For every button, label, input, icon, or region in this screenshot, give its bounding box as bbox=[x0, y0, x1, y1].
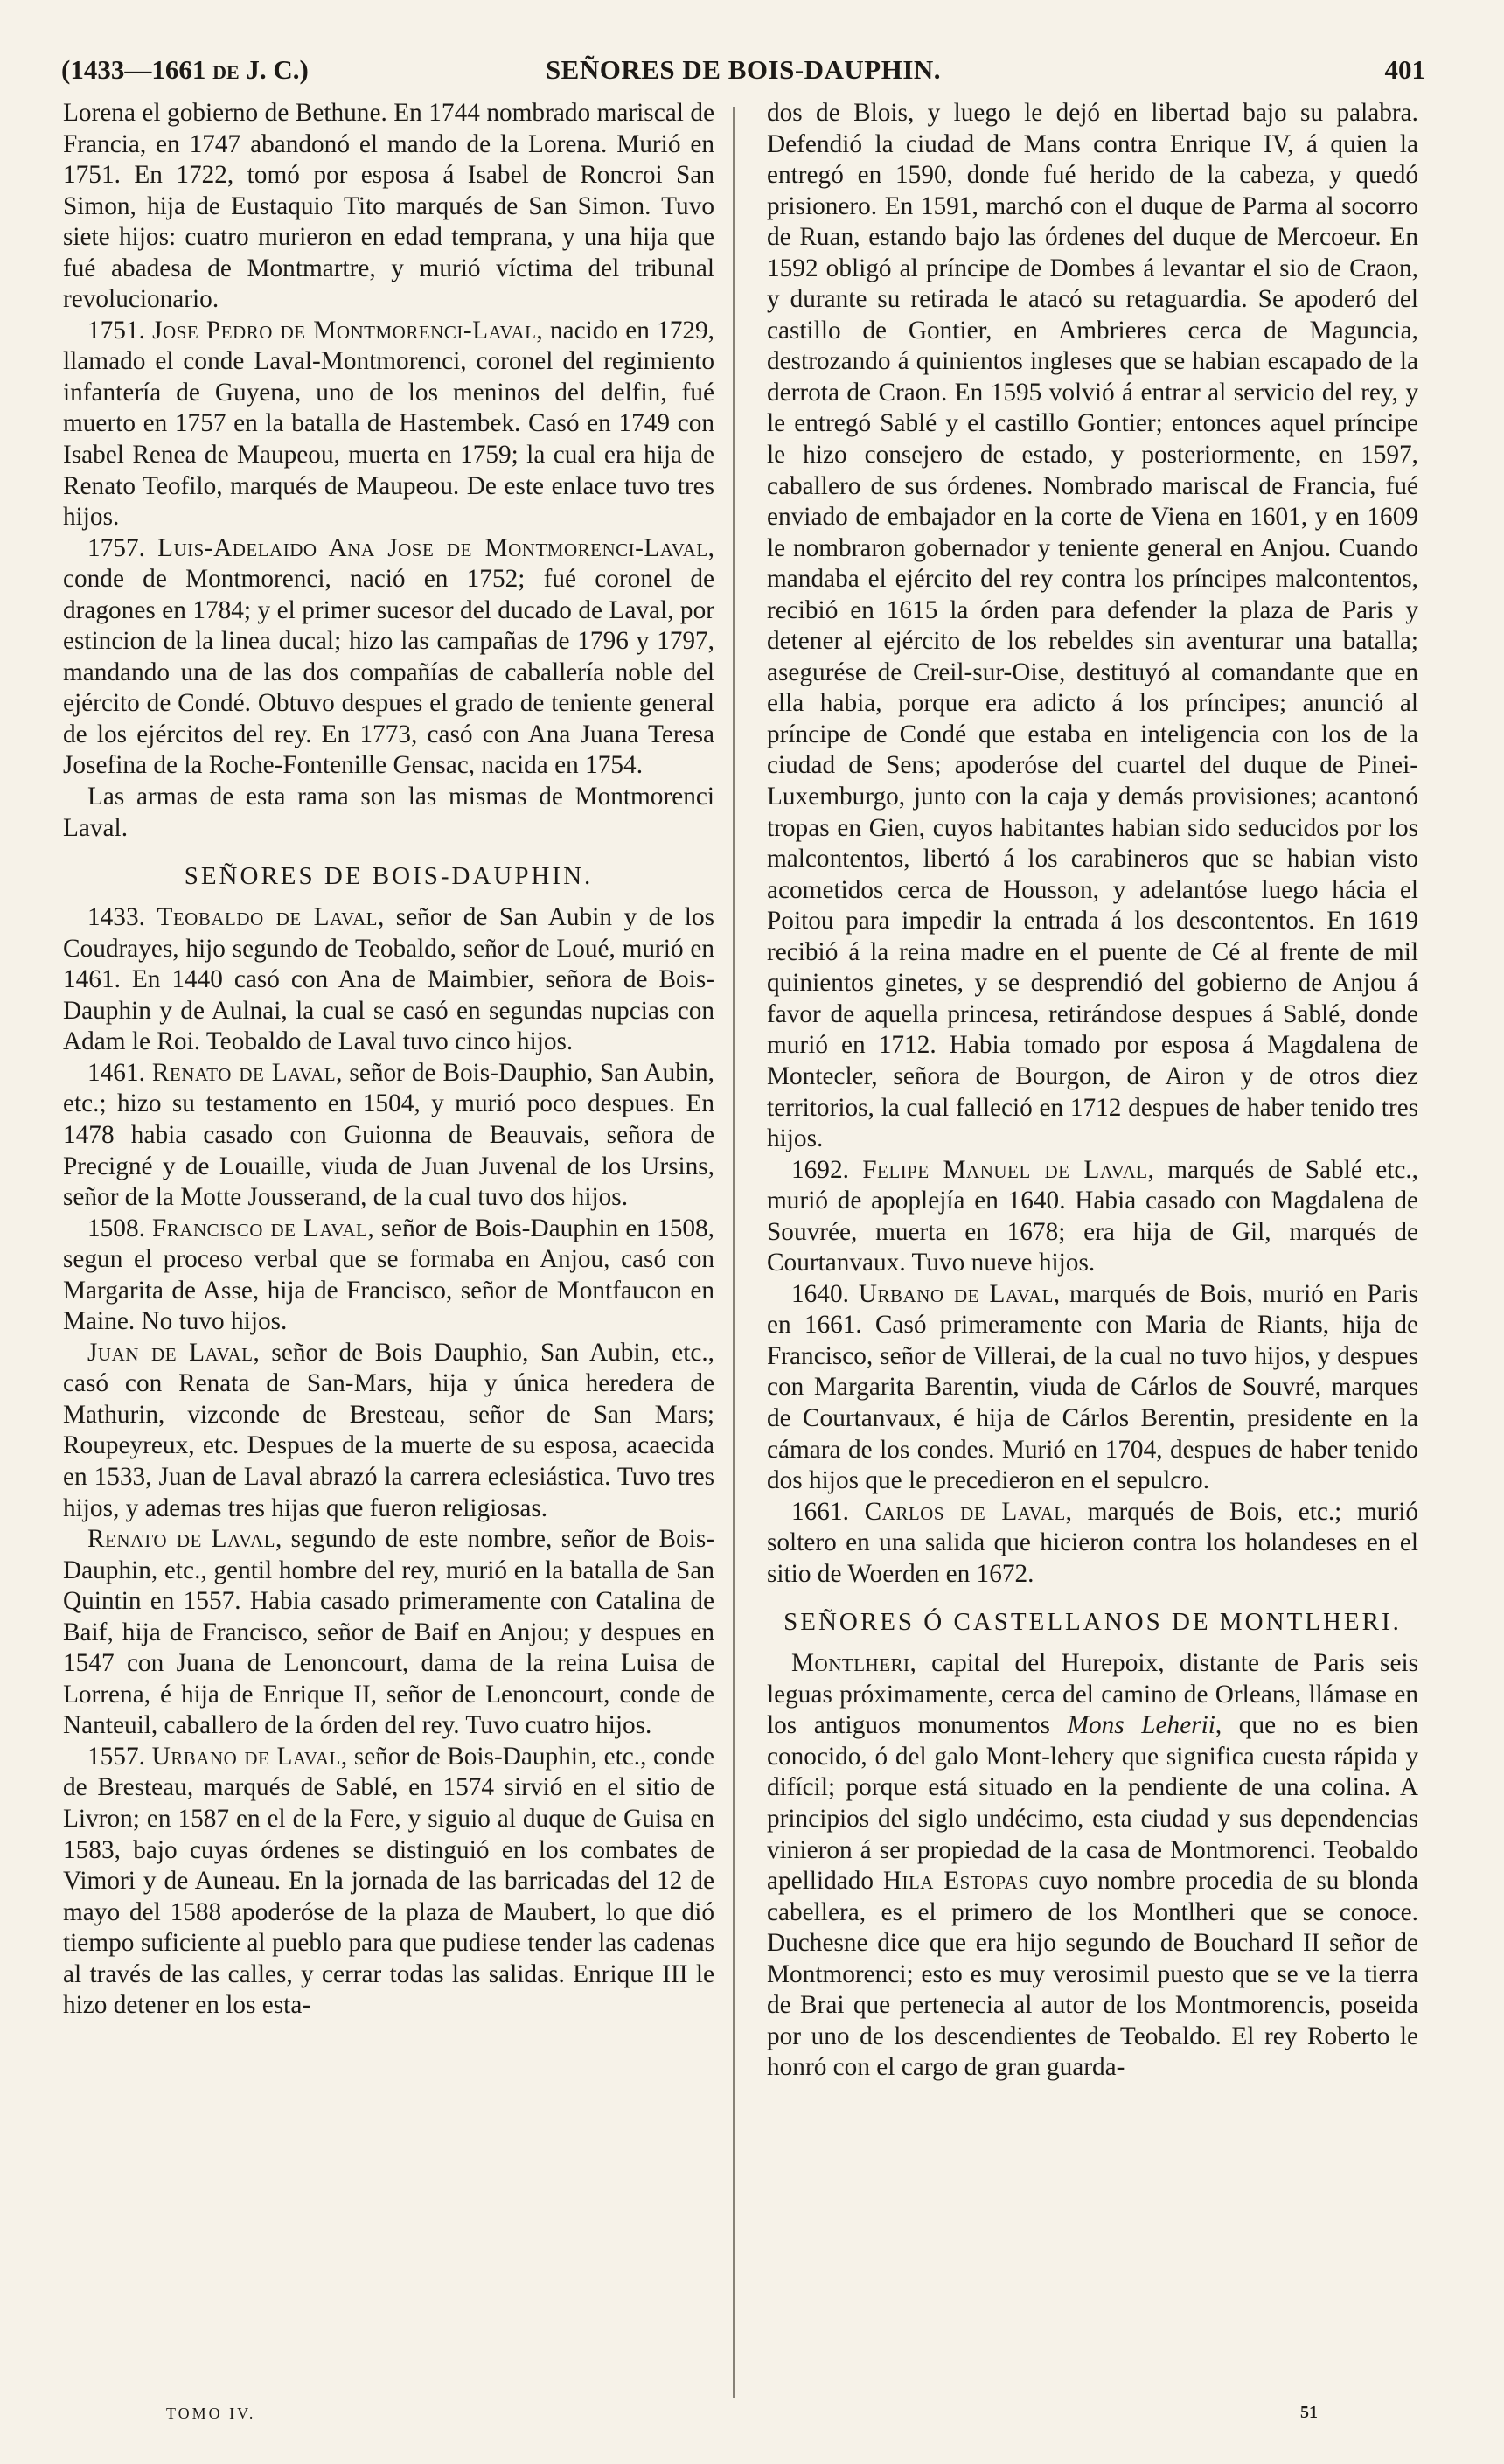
entry-name: Felipe Manuel de Laval bbox=[862, 1155, 1148, 1184]
paragraph: dos de Blois, y luego le dejó en libertad bajo su palabra. Defendió la ciudad de Mans contra Enrique IV, á quien la entregó en 1590, donde fué herido de la cabeza, y quedó prisionero. En 1591, marchó con el duque de Parma al socorro de Ruan, estando bajo las órdenes del duque de Mercoeur. En 1592 obligó al príncipe de Dombes á levantar el sio de Craon, y durante su retirada le atacó su retaguardia. Se apoderó del castillo de Gontier, en Ambrieres cerca de Maguncia, destrozando á quinientos ingleses que se habian escapado de la derrota de Craon. En 1595 volvió á entrar al servicio del rey, y le entregó Sablé y el castillo Gontier; entonces aquel príncipe le hizo consejero de estado, y posteriormente, en 1597, caballero de sus órdenes. Nombrado mariscal de Francia, fué enviado de embajador en la corte de Viena en 1601, y en 1609 le nombraron gobernador y teniente general en Anjou. Cuando mandaba el ejército del rey contra los príncipes malcontentos, recibió en 1615 la órden para defender la plaza de Paris y detener al ejército de los rebeldes sin aventurar una batalla; asegurése de Creil-sur-Oise, destituyó al comandante que en ella habia, porque era adicto á los príncipes; anunció al príncipe de Condé que estaba en inteligencia con los de la ciudad de Sens; apoderóse del cuartel del duque de Pinei-Luxemburgo, junto con la caja y demás provisiones; acantonó tropas en Gien, cuyos habitantes habian sido seducidos por los malcontentos, libertó á los carabineros que se habian visto acometidos cerca de Housson, y adelantóse luego hácia el Poitou para impedir la entrada á los descontentos. En 1619 recibió á la reina madre en el puente de Cé al frente de mil quinientos ginetes, y se desprendió del gobierno de Anjou á favor de aquella princesa, retirándose despues á Sablé, donde murió en 1712. Habia tomado por esposa á Magdalena de Montecler, señora de Bourgon, de Airon y de otros diez territorios, la cual falleció en 1712 despues de haber tenido tres hijos. bbox=[767, 99, 1418, 1153]
latin-term: Mons Leherii bbox=[1067, 1711, 1215, 1740]
paragraph: Lorena el gobierno de Bethune. En 1744 nombrado mariscal de Francia, en 1747 abandonó el mando de la Lorena. Murió en 1751. En 1722, tomó por esposa á Isabel de Roncroi San Simon, hija de Eustaquio Tito marqués de San Simon. Tuvo siete hijos: cuatro murieron en edad temprana, y una hija que fué abadesa de Montmartre, y murió víctima del tribunal revolucionario. bbox=[63, 99, 714, 314]
entry-text: , segundo de este nombre, señor de Bois-Dauphin, etc., gentil hombre del rey, murió en la batalla de San Quintin en 1557. Habia casado primeramente con Catalina de Baif, hija de Francisco, señor de Baif en Anjou; y despues en 1547 con Juana de Lenoncourt, dama de la reina Luisa de Lorrena, é hija de Enrique II, señor de Lenoncourt, conde de Nanteuil, caballero de la órden del rey. Tuvo cuatro hijos. bbox=[63, 1525, 714, 1740]
entry-name: Urbano de Laval bbox=[858, 1279, 1054, 1308]
entry-year: 1751. bbox=[87, 316, 145, 345]
entry-name: Teobaldo de Laval bbox=[157, 903, 378, 932]
date-range-era: J. C.) bbox=[246, 54, 309, 85]
entry-paragraph bbox=[767, 1279, 1418, 1497]
entry-text: , señor de Bois Dauphio, San Aubin, etc., casó con Renata de San-Mars, hija y única heredera de Mathurin, vizconde de Bresteau, señor de San Mars; Roupeyreux, etc. Despues de la muerte de su esposa, acaecida en 1533, Juan de Laval abrazó la carrera eclesiástica. Tuvo tres hijos, y ademas tres hijas que fueron religiosas. bbox=[63, 1338, 714, 1522]
entry-name: Urbano de Laval bbox=[151, 1742, 341, 1771]
entry-text: cuyo nombre procedia de su blonda cabellera, es el primero de los Montlheri que se conoce. Duchesne dice que era hijo segundo de Bouchard II señor de Montmorenci; esto es muy verosimil puesto que se ve la tierra de Brai que pertenecia al autor de los Montmorencis, poseida por uno de los descendientes de Teobaldo. El rey Roberto le honró con el cargo de gran guarda- bbox=[767, 1867, 1418, 2082]
entry-name: Hila Estopas bbox=[882, 1867, 1029, 1896]
entry-text: , capital del Hurepoix, distante de Paris seis leguas próximamente, cerca del camino de Orleans, llámase en los antiguos monumentos bbox=[767, 1649, 1418, 1740]
entry-paragraph bbox=[767, 1497, 1418, 1590]
entry-name: Juan de Laval bbox=[87, 1338, 254, 1367]
entry-text: , marqués de Sablé etc., murió de apoplejía en 1640. Habia casado con Magdalena de Souvrée, muerta en 1678; era hija de Gil, marqués de Courtanvaux. Tuvo nueve hijos. bbox=[767, 1155, 1418, 1277]
column-divider bbox=[733, 107, 735, 2398]
entry-text: , señor de San Aubin y de los Coudrayes, hijo segundo de Teobaldo, señor de Loué, murió en 1461. En 1440 casó con Ana de Maimbier, señora de Bois-Dauphin y de Aulnai, la cual se casó en segundas nupcias con Adam le Roi. Teobaldo de Laval tuvo cinco hijos. bbox=[63, 903, 715, 1056]
entry-year: 1640. bbox=[791, 1279, 849, 1308]
entry-year: 1661. bbox=[791, 1497, 849, 1526]
entry-year: 1461. bbox=[87, 1058, 145, 1087]
date-range-years: (1433—1661 bbox=[61, 54, 206, 85]
entry-text: , señor de Bois-Dauphin, etc., conde de Bresteau, marqués de Sablé, en 1574 sirvió en el sitio de Livron; en 1587 en el de la Fere, y siguio al duque de Guisa en 1583, bajo cuyas órdenes se distinguió en los combates de Vimori y de Auneau. En la jornada de las barricadas del 12 de mayo del 1588 apoderóse de la plaza de Maubert, lo que dió tiempo suficiente al pueblo para que pudiese tender las cadenas al través de las calles, y cerrar todas las salidas. Enrique III le hizo detener en los esta- bbox=[63, 1742, 714, 2020]
entry-paragraph bbox=[63, 316, 714, 533]
left-column bbox=[63, 98, 714, 2022]
entry-name: Renato de Laval bbox=[87, 1525, 275, 1554]
entry-paragraph bbox=[63, 1214, 714, 1338]
entry-year: 1508. bbox=[87, 1214, 145, 1242]
entry-year: 1692. bbox=[791, 1155, 849, 1184]
entry-name: Renato de Laval bbox=[151, 1058, 337, 1087]
entry-name: Luis-Adelaido Ana Jose de Montmorenci-Laval bbox=[157, 533, 708, 562]
running-head bbox=[61, 54, 1425, 98]
section-heading: SEÑORES DE BOIS-DAUPHIN. bbox=[184, 862, 594, 891]
entry-text: , señor de Bois-Dauphio, San Aubin, etc.; hizo su testamento en 1504, y murió poco despues. En 1478 habia casado con Guionna de Beauvais, señora de Precigné y de Louaille, viuda de Juan Juvenal de los Ursins, señor de la Motte Jousserand, de la cual tuvo dos hijos. bbox=[63, 1058, 715, 1212]
entry-text: , marqués de Bois, murió en Paris en 1661. Casó primeramente con Maria de Riants, hija de Francisco, señor de Villerai, de la cual no tuvo hijos, y despues con Margarita Barentin, viuda de Cárlos de Souvré, marques de Courtanvaux, é hija de Cárlos Berentin, presidente en la cámara de los condes. Murió en 1704, despues de haber tenido dos hijos que le precedieron en el sepulcro. bbox=[767, 1279, 1419, 1495]
entry-paragraph bbox=[63, 533, 714, 782]
entry-text: , nacido en 1729, llamado el conde Laval-Montmorenci, coronel del regimiento infantería de Guyena, uno de los meninos del delfin, fué muerto en 1757 en la batalla de Hastembek. Casó en 1749 con Isabel Renea de Maupeou, muerta en 1759; la cual era hija de Renato Teofilo, marqués de Maupeou. De este enlace tuvo tres hijos. bbox=[63, 316, 715, 532]
section-heading: SEÑORES Ó CASTELLANOS DE MONTLHERI. bbox=[783, 1608, 1402, 1637]
paragraph: Las armas de esta rama son las mismas de Montmorenci Laval. bbox=[63, 783, 714, 842]
signature-mark: 51 bbox=[1300, 2403, 1318, 2422]
entry-paragraph bbox=[63, 902, 714, 1058]
volume-label: TOMO IV. bbox=[166, 2405, 256, 2422]
entry-year: 1757. bbox=[87, 533, 145, 562]
entry-paragraph bbox=[63, 1524, 714, 1742]
entry-text: , conde de Montmorenci, nació en 1752; fué coronel de dragones en 1784; y el primer sucesor del ducado de Laval, por estincion de la linea ducal; hizo las campañas de 1796 y 1797, mandando una de las dos compañías de caballería noble del ejército de Condé. Obtuvo despues el grado de teniente general de los ejércitos del rey. En 1773, casó con Ana Juana Teresa Josefina de la Roche-Fontenille Gensac, nacida en 1754. bbox=[63, 533, 714, 780]
entry-year: 1433. bbox=[87, 903, 145, 932]
entry-paragraph bbox=[767, 1155, 1418, 1279]
entry-paragraph bbox=[63, 1742, 714, 2022]
entry-year: 1557. bbox=[87, 1742, 145, 1771]
page-title: SEÑORES DE BOIS-DAUPHIN. bbox=[545, 54, 942, 85]
entry-paragraph bbox=[63, 1058, 714, 1214]
date-range-de: DE bbox=[212, 61, 240, 83]
entry-name: Carlos de Laval bbox=[864, 1497, 1066, 1526]
right-column bbox=[767, 98, 1418, 2084]
entry-text: , que no es bien conocido, ó del galo Mont-lehery que significa cuesta rápida y difícil; porque está situado en la pendiente de una colina. A principios del siglo undécimo, esta ciudad y sus dependencias vinieron á ser propiedad de la casa de Montmorenci. Teobaldo apellidado bbox=[767, 1711, 1418, 1896]
entry-name: Jose Pedro de Montmorenci-Laval bbox=[152, 316, 537, 345]
entry-paragraph bbox=[767, 1648, 1418, 2084]
entry-text: , señor de Bois-Dauphin en 1508, segun el proceso verbal que se formaba en Anjou, casó con Margarita de Asse, hija de Francisco, señor de Montfaucon en Maine. No tuvo hijos. bbox=[63, 1214, 715, 1336]
entry-name: Francisco de Laval bbox=[151, 1214, 368, 1242]
entry-paragraph bbox=[63, 1338, 714, 1524]
page-number: 401 bbox=[1384, 54, 1425, 85]
entry-text: , marqués de Bois, etc.; murió soltero en una salida que hicieron contra los holandeses en el sitio de Woerden en 1672. bbox=[767, 1497, 1418, 1588]
entry-name: Montlheri bbox=[791, 1649, 910, 1678]
